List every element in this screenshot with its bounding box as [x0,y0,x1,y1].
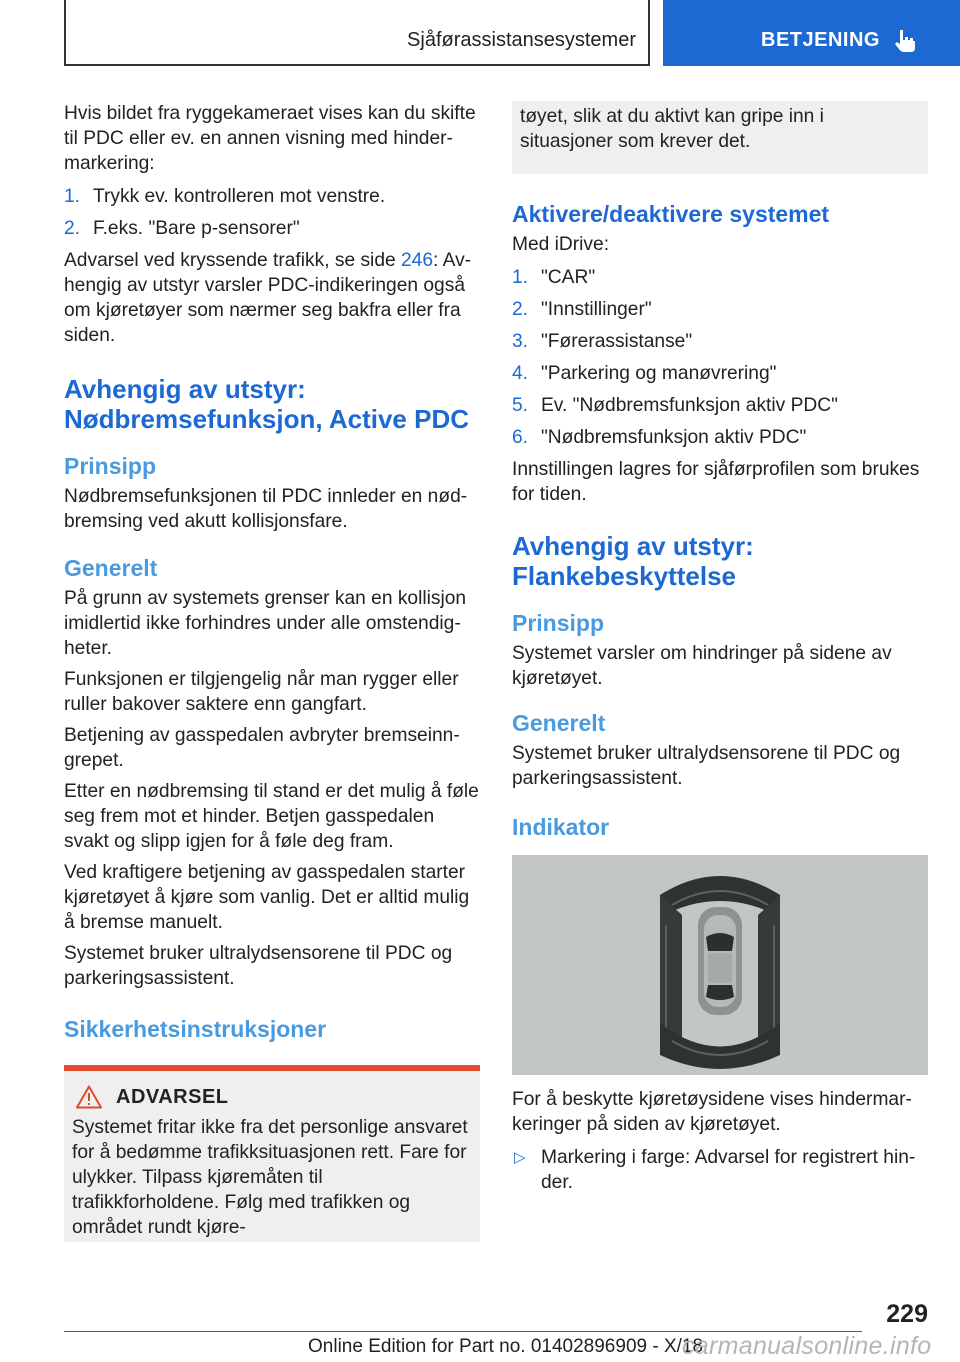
principle-paragraph: Systemet varsler om hindringer på sidene av kjøretøyet. [512,643,892,689]
right-column [512,101,928,1201]
warning-triangle-icon [76,1085,102,1109]
general-paragraph: Systemet bruker ultralydsensorene til PDC og parkeringsassistent. [512,743,901,789]
bullet-text: Markering i farge: Advarsel for registrert hinder. [541,1147,916,1193]
triangle-bullet-icon: ▷ [514,1149,526,1166]
page-number: 229 [886,1300,928,1328]
warning-header [72,1085,472,1109]
step-number: 6. [512,427,529,448]
figure-caption: For å beskytte kjøretøysidene vises hindermarkeringer på siden av kjøretøyet. [512,1089,912,1135]
principle-paragraph: Nødbremsefunksjonen til PDC innleder en nødbremsing ved akutt kollisjonsfare. [64,486,468,532]
page-link[interactable]: 246 [401,250,434,271]
header-chapter-box [64,0,650,66]
intro-paragraph: Hvis bildet fra ryggekameraet vises kan du skifte til PDC eller ev. en annen visning med hindermarkering: [64,103,476,174]
step-number: 1. [512,267,529,288]
chapter-title: Sjåførassistansesystemer [407,29,636,51]
heading-indicator: Indikator [512,814,610,840]
list-item [64,184,480,209]
warning-continuation-box [512,101,928,174]
general-paragraph: Ved kraftigere betjening av gasspedalen starter kjøretøyet å kjøre som vanlig. Det er alltid mulig å bremse manuelt. [64,862,470,933]
watermark-logo: carmanualsonline.info [682,1332,932,1360]
list-item [512,425,928,450]
section-heading-emergency-brake: Avhengig av utstyr: Nødbremsefunksjon, Active PDC [64,374,470,434]
header-section-tab[interactable] [663,0,960,66]
list-item [512,1145,928,1195]
general-paragraph: Betjening av gasspedalen avbryter bremseinngrepet. [64,725,460,771]
general-paragraph: Etter en nødbremsing til stand er det mulig å føle seg frem mot et hinder. Betjen gasspedalen svakt og slipp igjen for å føle deg fram. [64,781,479,852]
general-paragraph: Systemet bruker ultralydsensorene til PDC og parkeringsassistent. [64,943,453,989]
step-number: 4. [512,363,529,384]
crossing-text-pre: Advarsel ved kryssende trafikk, se side [64,250,401,271]
heading-principle: Prinsipp [512,610,605,636]
step-number: 3. [512,331,529,352]
footer-edition-text: Online Edition for Part no. 01402896909 - X/18 [308,1336,704,1357]
warning-title: ADVARSEL [116,1085,229,1108]
crossing-text-post: : Avhengig av utstyr varsler PDC-indikeringen også om kjøretøyer som nærmer seg bakfra eller fra siden. [64,250,472,346]
list-item [512,265,928,290]
section-heading-side-protection: Avhengig av utstyr: Flankebeskyttelse [512,531,754,591]
step-text: "Parkering og manøvrering" [541,363,777,384]
heading-safety: Sikkerhetsinstruksjoner [64,1016,327,1042]
general-paragraph: På grunn av systemets grenser kan en kollisjon imidlertid ikke forhindres under alle omstendigheter. [64,588,467,659]
list-item [512,361,928,386]
step-text: "Førerassistanse" [541,331,693,352]
list-item [512,329,928,354]
heading-general: Generelt [512,710,606,736]
hand-pointer-icon [893,28,919,54]
step-text: "Nødbremsfunksjon aktiv PDC" [541,427,807,448]
warning-text: Systemet fritar ikke fra det personlige ansvaret for å bedømme trafikksituasjonen rett. Fare for ulykker. Tilpass kjøremåten til trafikkforholdene. Følg med trafikken og området rundt kjøre- [72,1117,468,1238]
step-number: 2. [64,218,81,239]
left-column [64,101,480,1242]
step-text: "CAR" [541,267,596,288]
warning-continuation-text: tøyet, slik at du aktivt kan gripe inn i situasjoner som krever det. [520,106,824,152]
indicator-figure [512,855,928,1075]
list-item [64,216,480,241]
warning-box [64,1065,480,1242]
section-label: BETJENING [761,29,880,51]
heading-general: Generelt [64,555,158,581]
step-text: Trykk ev. kontrolleren mot venstre. [93,186,386,207]
parking-sensor-illustration [512,855,928,1075]
heading-activate-system: Aktivere/deaktivere systemet [512,201,830,227]
step-text: Ev. "Nødbremsfunksjon aktiv PDC" [541,395,838,416]
step-number: 5. [512,395,529,416]
view-steps-list [64,184,480,241]
step-number: 2. [512,299,529,320]
step-number: 1. [64,186,81,207]
idrive-steps-list [512,265,928,450]
list-item [512,297,928,322]
stored-setting-paragraph: Innstillingen lagres for sjåførprofilen som brukes for tiden. [512,459,920,505]
heading-principle: Prinsipp [64,453,157,479]
step-text: F.eks. "Bare p-sensorer" [93,218,300,239]
list-item [512,393,928,418]
crossing-traffic-paragraph [64,248,480,348]
marking-bullets [512,1145,928,1195]
step-text: "Innstillinger" [541,299,652,320]
general-paragraph: Funksjonen er tilgjengelig når man rygger eller ruller bakover saktere enn gangfart. [64,669,459,715]
idrive-label: Med iDrive: [512,234,610,255]
